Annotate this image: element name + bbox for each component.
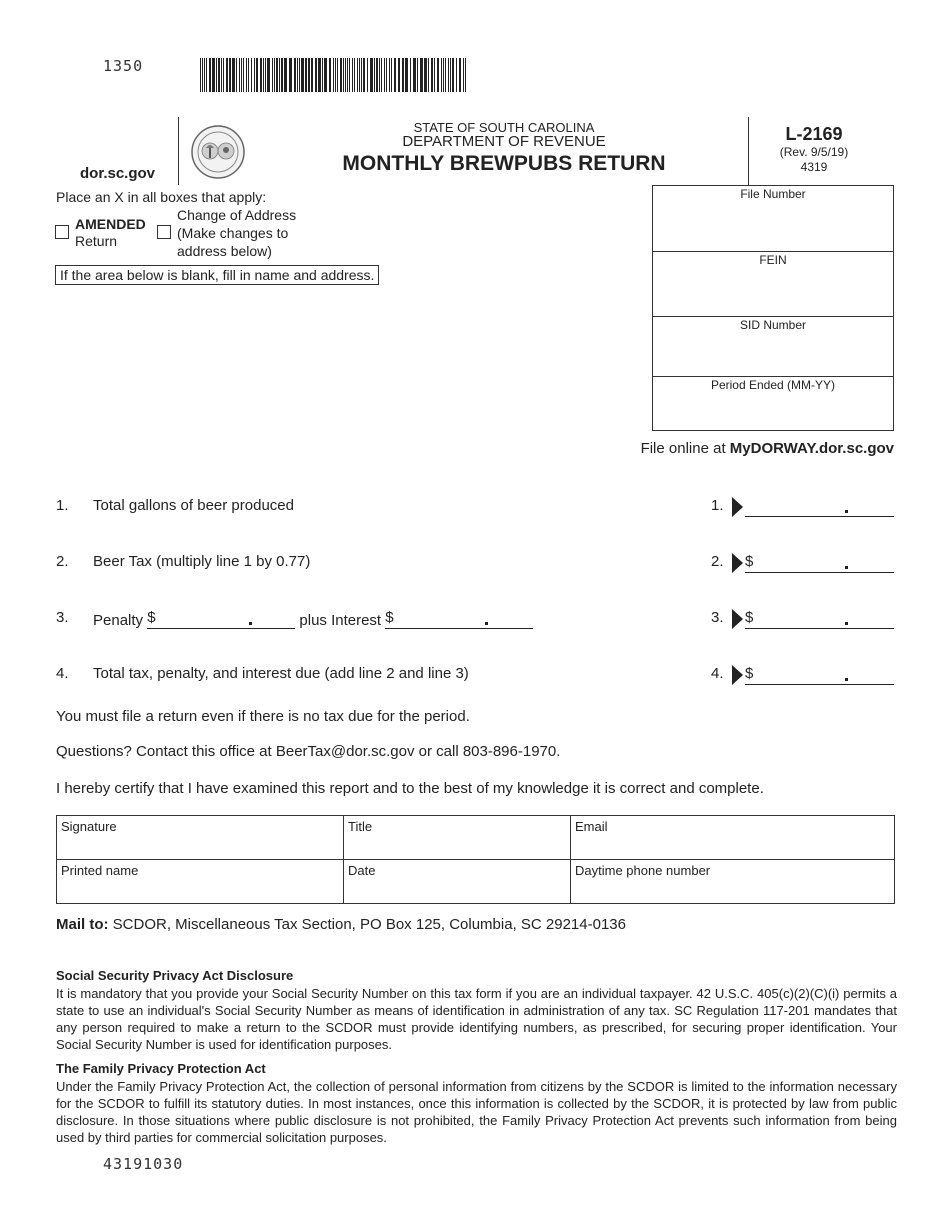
penalty-label: Penalty [93, 612, 144, 629]
arrow-right-icon [732, 553, 743, 573]
agency-website: dor.sc.gov [80, 165, 156, 182]
header-divider-left [178, 117, 179, 185]
interest-amount-field[interactable] [385, 609, 533, 629]
phone-field[interactable] [571, 860, 895, 904]
signature-field[interactable] [57, 816, 344, 860]
decimal-point [845, 510, 848, 513]
period-ended-field[interactable] [653, 377, 893, 430]
email-label: Email [575, 819, 608, 834]
form-code: 4319 [800, 160, 828, 174]
line-3-row [56, 609, 894, 633]
form-title: MONTHLY BREWPUBS RETURN [342, 152, 666, 175]
mail-label: Mail to: [56, 916, 109, 933]
line-1-row [56, 497, 894, 521]
certification-statement: I hereby certify that I have examined this report and to the best of my knowledge it is correct and complete. [56, 780, 764, 797]
title-field[interactable] [344, 816, 571, 860]
line-4-row [56, 665, 894, 689]
questions-note: Questions? Contact this office at BeerTax@dor.sc.gov or call 803-896-1970. [56, 743, 561, 760]
family-privacy-heading: The Family Privacy Protection Act [56, 1061, 266, 1076]
state-seal-icon [190, 124, 246, 180]
ocr-form-code-bottom: 43191030 [103, 1155, 184, 1173]
decimal-point [845, 566, 848, 569]
signature-table [56, 815, 895, 904]
dollar-sign: $ [745, 553, 754, 570]
dollar-sign: $ [745, 609, 754, 626]
amended-label-bold: AMENDED [75, 216, 146, 232]
phone-label: Daytime phone number [575, 863, 711, 878]
title-label: Title [348, 819, 373, 834]
file-online-prefix: File online at [640, 440, 730, 457]
change-of-address-line-2: (Make changes to [177, 225, 289, 241]
interest-label: plus Interest [299, 612, 382, 629]
decimal-point [485, 622, 488, 625]
family-privacy-text: Under the Family Privacy Protection Act, the collection of personal information from citizens by the SCDOR is limited to the information necessary for the SCDOR to fulfill its statutory duties. In most instances, once this information is collected by the SCDOR, it is protected by law from public disclosure. In those situations where public disclosure is not prohibited, the Family Privacy Protection Act prevents such information from being used by third parties for commercial solicitation purposes. [56, 1079, 897, 1145]
form-heading [330, 121, 678, 178]
no-tax-note: You must file a return even if there is no tax due for the period. [56, 708, 470, 725]
line-ref-number: 2. [711, 553, 724, 570]
amended-label-sub: Return [75, 233, 118, 249]
line-3-answer-field[interactable] [745, 609, 894, 629]
line-2-answer-field[interactable] [745, 553, 894, 573]
mail-address-text: SCDOR, Miscellaneous Tax Section, PO Box 125, Columbia, SC 29214-0136 [108, 916, 626, 933]
line-number: 2. [56, 553, 69, 570]
line-ref-number: 4. [711, 665, 724, 682]
form-revision: (Rev. 9/5/19) [779, 145, 849, 159]
decimal-point [249, 622, 252, 625]
name-address-note: If the area below is blank, fill in name and address. [55, 265, 379, 285]
line-ref-number: 1. [711, 497, 724, 514]
decimal-point [845, 678, 848, 681]
amended-label [75, 216, 146, 250]
header-divider-right [748, 117, 749, 185]
arrow-right-icon [732, 665, 743, 685]
state-name: STATE OF SOUTH CAROLINA [413, 120, 595, 135]
dollar-sign: $ [385, 609, 394, 626]
line-number: 4. [56, 665, 69, 682]
printed-name-label: Printed name [61, 863, 139, 878]
line-description: Total tax, penalty, and interest due (add line 2 and line 3) [93, 665, 469, 682]
amended-checkbox[interactable] [55, 225, 69, 239]
change-of-address-line-3: address below) [177, 243, 272, 259]
arrow-right-icon [732, 609, 743, 629]
checkbox-instruction: Place an X in all boxes that apply: [56, 189, 267, 205]
decimal-point [845, 622, 848, 625]
date-label: Date [348, 863, 376, 878]
department-name: DEPARTMENT OF REVENUE [402, 133, 606, 150]
line-2-row [56, 553, 894, 577]
form-id: L-2169 [785, 124, 843, 144]
line-description: Beer Tax (multiply line 1 by 0.77) [93, 553, 311, 570]
change-of-address-checkbox[interactable] [157, 225, 171, 239]
period-ended-label: Period Ended (MM-YY) [710, 378, 836, 392]
mailing-address [56, 916, 626, 933]
form-number-block [760, 124, 868, 175]
sid-number-field[interactable] [653, 317, 893, 377]
printed-name-field[interactable] [57, 860, 344, 904]
line-1-answer-field[interactable] [745, 497, 894, 517]
email-field[interactable] [571, 816, 895, 860]
line-4-answer-field[interactable] [745, 665, 894, 685]
line-description: Total gallons of beer produced [93, 497, 294, 514]
arrow-right-icon [732, 497, 743, 517]
ocr-form-code-top: 1350 [103, 57, 144, 75]
file-online-note [641, 440, 894, 457]
ss-privacy-text: It is mandatory that you provide your Social Security Number on this tax form if you are an individual taxpayer. 42 U.S.C. 405(c)(2)(C)(i) permits a state to use an individual's Social Security Number as means of identification in administration of any tax. SC Regulation 117-201 mandates that any person required to make a return to the SCDOR must provide identifying numbers, as prescribed, for securing proper identification. Your Social Security Number is used for identification purposes. [56, 986, 897, 1052]
fein-field[interactable] [653, 252, 893, 317]
line-number: 1. [56, 497, 69, 514]
line-ref-number: 3. [711, 609, 724, 626]
signature-label: Signature [61, 819, 117, 834]
fein-label: FEIN [759, 253, 787, 267]
penalty-amount-field[interactable] [147, 609, 295, 629]
change-of-address-label [177, 206, 296, 260]
change-of-address-line-1: Change of Address [177, 207, 297, 223]
barcode [200, 58, 470, 92]
sid-number-label: SID Number [739, 318, 807, 332]
file-online-link[interactable]: MyDORWAY.dor.sc.gov [729, 440, 894, 457]
dollar-sign: $ [745, 665, 754, 682]
file-number-label: File Number [740, 187, 806, 201]
dollar-sign: $ [147, 609, 156, 626]
file-number-field[interactable] [653, 186, 893, 252]
date-field[interactable] [344, 860, 571, 904]
line-number: 3. [56, 609, 69, 626]
ss-privacy-heading: Social Security Privacy Act Disclosure [56, 968, 294, 983]
line-description [93, 609, 533, 629]
taxpayer-id-box [652, 185, 894, 431]
